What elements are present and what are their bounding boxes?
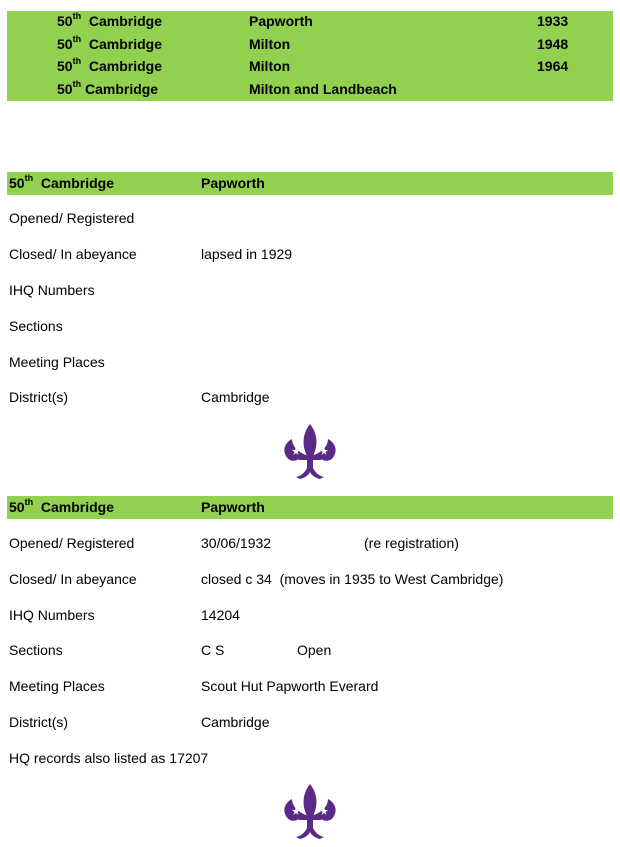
record2-opened-note: (re registration) <box>364 535 459 551</box>
group-number: 50 <box>9 499 25 515</box>
ordinal-suffix: th <box>24 173 34 184</box>
summary-row-1-group <box>57 13 162 29</box>
fleur-de-lis-icon <box>280 422 340 482</box>
summary-row-2-place: Milton <box>249 36 291 52</box>
ordinal-suffix: th <box>72 79 82 90</box>
summary-row-2-group <box>57 36 162 52</box>
record2-sections-note: Open <box>297 642 332 658</box>
record1-label-sections: Sections <box>9 318 63 334</box>
record2-closed-value: closed c 34 (moves in 1935 to West Cambridge) <box>201 571 504 587</box>
record2-district-value: Cambridge <box>201 714 270 730</box>
record1-label-meeting: Meeting Places <box>9 354 105 370</box>
group-number: 50 <box>57 58 73 74</box>
group-town: Cambridge <box>84 81 159 97</box>
record2-label-ihq: IHQ Numbers <box>9 607 95 623</box>
record1-label-ihq: IHQ Numbers <box>9 282 95 298</box>
ordinal-suffix: th <box>24 497 34 508</box>
group-town: Cambridge <box>40 175 114 191</box>
record1-place: Papworth <box>201 175 265 191</box>
group-town: Cambridge <box>40 499 114 515</box>
record1-label-closed: Closed/ In abeyance <box>9 246 137 262</box>
ordinal-suffix: th <box>72 56 82 67</box>
fleur-de-lis-icon <box>280 782 340 842</box>
record1-label-district: District(s) <box>9 389 69 405</box>
record2-place: Papworth <box>201 499 265 515</box>
group-town: Cambridge <box>88 58 162 74</box>
group-town: Cambridge <box>88 13 162 29</box>
summary-row-3-group <box>57 58 162 74</box>
group-number: 50 <box>57 13 73 29</box>
record2-label-meeting: Meeting Places <box>9 678 105 694</box>
group-town: Cambridge <box>88 36 162 52</box>
summary-row-4-place: Milton and Landbeach <box>249 81 397 97</box>
record2-group <box>9 499 114 515</box>
summary-row-1-place: Papworth <box>249 13 313 29</box>
ordinal-suffix: th <box>72 34 82 45</box>
summary-row-3-year: 1964 <box>537 58 569 74</box>
record2-sections-value: C S <box>201 642 225 658</box>
group-number: 50 <box>9 175 25 191</box>
record2-meeting-value: Scout Hut Papworth Everard <box>201 678 379 694</box>
record2-label-sections: Sections <box>9 642 63 658</box>
record1-district-value: Cambridge <box>201 389 270 405</box>
group-number: 50 <box>57 36 73 52</box>
record2-label-opened: Opened/ Registered <box>9 535 135 551</box>
summary-row-3-place: Milton <box>249 58 291 74</box>
record2-label-district: District(s) <box>9 714 69 730</box>
record2-label-closed: Closed/ In abeyance <box>9 571 137 587</box>
record2-note: HQ records also listed as 17207 <box>9 750 209 766</box>
record2-opened-value: 30/06/1932 <box>201 535 272 551</box>
record1-label-opened: Opened/ Registered <box>9 210 135 226</box>
ordinal-suffix: th <box>72 11 82 22</box>
record2-ihq-value: 14204 <box>201 607 240 623</box>
summary-row-4-group <box>57 81 158 97</box>
record1-group <box>9 175 114 191</box>
summary-row-2-year: 1948 <box>537 36 569 52</box>
summary-row-1-year: 1933 <box>537 13 569 29</box>
group-number: 50 <box>57 81 73 97</box>
record1-closed-value: lapsed in 1929 <box>201 246 293 262</box>
